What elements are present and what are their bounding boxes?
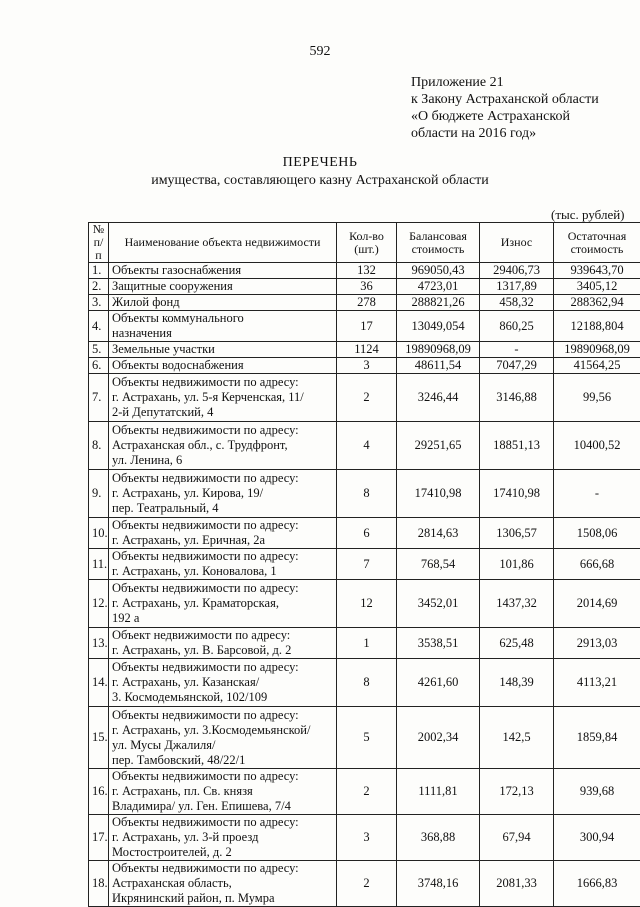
- object-name-line: г. Астрахань, ул. Еричная, 2а: [112, 533, 333, 548]
- balance-value-cell: 13049,054: [397, 311, 480, 342]
- object-name: [109, 707, 337, 769]
- wear-value-cell: 1306,57: [480, 518, 554, 549]
- row-number: 8.: [89, 422, 109, 470]
- residual-value-cell: 12188,804: [554, 311, 640, 342]
- residual-value-cell: 1859,84: [554, 707, 640, 769]
- residual-value-cell: 288362,94: [554, 295, 640, 311]
- object-name-line: Защитные сооружения: [112, 279, 333, 294]
- balance-value-cell: 768,54: [397, 549, 480, 580]
- row-number: 3.: [89, 295, 109, 311]
- appendix-note: [411, 74, 599, 142]
- balance-value-cell: 48611,54: [397, 358, 480, 374]
- wear-value-cell: 17410,98: [480, 470, 554, 518]
- object-name-line: ул. Ленина, 6: [112, 453, 333, 468]
- wear-value-cell: -: [480, 342, 554, 358]
- wear-value-cell: 860,25: [480, 311, 554, 342]
- appendix-line: к Закону Астраханской области: [411, 91, 599, 108]
- quantity-cell: 3: [337, 358, 397, 374]
- table-row: [89, 580, 640, 628]
- object-name-line: Астраханская область,: [112, 876, 333, 891]
- balance-value-cell: 969050,43: [397, 263, 480, 279]
- residual-value-cell: 99,56: [554, 374, 640, 422]
- table-row: [89, 470, 640, 518]
- object-name: [109, 374, 337, 422]
- appendix-line: «О бюджете Астраханской: [411, 108, 599, 125]
- object-name-line: г. Астрахань, ул. Коновалова, 1: [112, 564, 333, 579]
- wear-value-cell: 142,5: [480, 707, 554, 769]
- object-name-line: 2-й Депутатский, 4: [112, 405, 333, 420]
- object-name-line: Икрянинский район, п. Мумра: [112, 891, 333, 906]
- object-name-line: Объекты недвижимости по адресу:: [112, 423, 333, 438]
- wear-value-cell: 101,86: [480, 549, 554, 580]
- object-name: [109, 659, 337, 707]
- row-number: 10.: [89, 518, 109, 549]
- quantity-cell: 7: [337, 549, 397, 580]
- quantity-cell: 2: [337, 769, 397, 815]
- table-row: [89, 311, 640, 342]
- object-name-line: пер. Театральный, 4: [112, 501, 333, 516]
- balance-value-cell: 29251,65: [397, 422, 480, 470]
- object-name: [109, 358, 337, 374]
- row-number: 7.: [89, 374, 109, 422]
- object-name-line: г. Астрахань, ул. Краматорская,: [112, 596, 333, 611]
- object-name-line: пер. Тамбовский, 48/22/1: [112, 753, 333, 768]
- wear-value-cell: 67,94: [480, 815, 554, 861]
- object-name-line: Объекты недвижимости по адресу:: [112, 708, 333, 723]
- row-number: 12.: [89, 580, 109, 628]
- quantity-cell: 12: [337, 580, 397, 628]
- table-row: [89, 263, 640, 279]
- object-name: [109, 422, 337, 470]
- balance-value-cell: 288821,26: [397, 295, 480, 311]
- wear-value-cell: 18851,13: [480, 422, 554, 470]
- row-number: 15.: [89, 707, 109, 769]
- column-header-wear: Износ: [480, 223, 554, 263]
- balance-value-cell: 2002,34: [397, 707, 480, 769]
- quantity-cell: 6: [337, 518, 397, 549]
- property-register-table: [88, 222, 640, 907]
- object-name: [109, 549, 337, 580]
- wear-value-cell: 3146,88: [480, 374, 554, 422]
- residual-value-cell: 3405,12: [554, 279, 640, 295]
- quantity-cell: 4: [337, 422, 397, 470]
- table-row: [89, 769, 640, 815]
- appendix-line: области на 2016 год»: [411, 125, 599, 142]
- table-row: [89, 815, 640, 861]
- object-name: [109, 295, 337, 311]
- balance-value-cell: 3748,16: [397, 861, 480, 907]
- units-note: (тыс. рублей): [551, 207, 625, 223]
- table-row: [89, 279, 640, 295]
- table-row: [89, 422, 640, 470]
- row-number: 5.: [89, 342, 109, 358]
- object-name-line: Земельные участки: [112, 342, 333, 357]
- table-row: [89, 518, 640, 549]
- wear-value-cell: 7047,29: [480, 358, 554, 374]
- object-name-line: г. Астрахань, пл. Св. князя: [112, 784, 333, 799]
- quantity-cell: 3: [337, 815, 397, 861]
- object-name: [109, 815, 337, 861]
- quantity-cell: 8: [337, 659, 397, 707]
- table-row: [89, 861, 640, 907]
- object-name-line: Объекты недвижимости по адресу:: [112, 815, 333, 830]
- table-row: [89, 628, 640, 659]
- wear-value-cell: 1317,89: [480, 279, 554, 295]
- row-number: 4.: [89, 311, 109, 342]
- residual-value-cell: 41564,25: [554, 358, 640, 374]
- quantity-cell: 17: [337, 311, 397, 342]
- appendix-line: Приложение 21: [411, 74, 599, 91]
- table-row: [89, 549, 640, 580]
- balance-value-cell: 17410,98: [397, 470, 480, 518]
- object-name-line: Жилой фонд: [112, 295, 333, 310]
- table-row: [89, 295, 640, 311]
- column-header-residual: Остаточная стоимость: [554, 223, 640, 263]
- object-name-line: Объекты недвижимости по адресу:: [112, 581, 333, 596]
- object-name-line: Объекты коммунального: [112, 311, 333, 326]
- quantity-cell: 1124: [337, 342, 397, 358]
- balance-value-cell: 2814,63: [397, 518, 480, 549]
- quantity-cell: 2: [337, 374, 397, 422]
- residual-value-cell: 939643,70: [554, 263, 640, 279]
- object-name-line: 3. Космодемьянской, 102/109: [112, 690, 333, 705]
- object-name: [109, 580, 337, 628]
- balance-value-cell: 3538,51: [397, 628, 480, 659]
- column-header-qty: Кол-во (шт.): [337, 223, 397, 263]
- object-name-line: Мостостроителей, д. 2: [112, 845, 333, 860]
- table-row: [89, 659, 640, 707]
- balance-value-cell: 4723,01: [397, 279, 480, 295]
- object-name-line: г. Астрахань, ул. В. Барсовой, д. 2: [112, 643, 333, 658]
- object-name-line: г. Астрахань, ул. 3.Космодемьянской/: [112, 723, 333, 738]
- residual-value-cell: 2913,03: [554, 628, 640, 659]
- residual-value-cell: 2014,69: [554, 580, 640, 628]
- quantity-cell: 1: [337, 628, 397, 659]
- wear-value-cell: 1437,32: [480, 580, 554, 628]
- object-name-line: Объекты недвижимости по адресу:: [112, 769, 333, 784]
- balance-value-cell: 3246,44: [397, 374, 480, 422]
- quantity-cell: 2: [337, 861, 397, 907]
- residual-value-cell: 19890968,09: [554, 342, 640, 358]
- object-name: [109, 628, 337, 659]
- document-title: ПЕРЕЧЕНЬ: [0, 155, 640, 171]
- balance-value-cell: 1111,81: [397, 769, 480, 815]
- page-number: 592: [0, 44, 640, 60]
- table-row: [89, 358, 640, 374]
- row-number: 16.: [89, 769, 109, 815]
- object-name-line: Владимира/ ул. Ген. Епишева, 7/4: [112, 799, 333, 814]
- object-name-line: Астраханская обл., с. Трудфронт,: [112, 438, 333, 453]
- table-row: [89, 374, 640, 422]
- object-name: [109, 769, 337, 815]
- wear-value-cell: 625,48: [480, 628, 554, 659]
- residual-value-cell: 939,68: [554, 769, 640, 815]
- object-name-line: Объект недвижимости по адресу:: [112, 628, 333, 643]
- object-name-line: Объекты недвижимости по адресу:: [112, 518, 333, 533]
- row-number: 14.: [89, 659, 109, 707]
- residual-value-cell: 4113,21: [554, 659, 640, 707]
- object-name-line: Объекты недвижимости по адресу:: [112, 660, 333, 675]
- object-name: [109, 279, 337, 295]
- object-name-line: Объекты недвижимости по адресу:: [112, 375, 333, 390]
- object-name-line: Объекты водоснабжения: [112, 358, 333, 373]
- quantity-cell: 36: [337, 279, 397, 295]
- object-name: [109, 311, 337, 342]
- object-name: [109, 263, 337, 279]
- quantity-cell: 278: [337, 295, 397, 311]
- object-name-line: Объекты недвижимости по адресу:: [112, 861, 333, 876]
- object-name: [109, 861, 337, 907]
- residual-value-cell: -: [554, 470, 640, 518]
- quantity-cell: 8: [337, 470, 397, 518]
- row-number: 13.: [89, 628, 109, 659]
- residual-value-cell: 1666,83: [554, 861, 640, 907]
- document-subtitle: имущества, составляющего казну Астраханской области: [0, 173, 640, 189]
- object-name-line: г. Астрахань, ул. Казанская/: [112, 675, 333, 690]
- residual-value-cell: 1508,06: [554, 518, 640, 549]
- object-name-line: 192 а: [112, 611, 333, 626]
- row-number: 11.: [89, 549, 109, 580]
- object-name-line: г. Астрахань, ул. 5-я Керченская, 11/: [112, 390, 333, 405]
- row-number: 9.: [89, 470, 109, 518]
- object-name-line: Объекты недвижимости по адресу:: [112, 549, 333, 564]
- object-name-line: Объекты газоснабжения: [112, 263, 333, 278]
- wear-value-cell: 458,32: [480, 295, 554, 311]
- object-name-line: Объекты недвижимости по адресу:: [112, 471, 333, 486]
- object-name: [109, 518, 337, 549]
- column-header-balance: Балансовая стоимость: [397, 223, 480, 263]
- residual-value-cell: 10400,52: [554, 422, 640, 470]
- balance-value-cell: 4261,60: [397, 659, 480, 707]
- wear-value-cell: 148,39: [480, 659, 554, 707]
- row-number: 6.: [89, 358, 109, 374]
- object-name-line: ул. Мусы Джалиля/: [112, 738, 333, 753]
- residual-value-cell: 666,68: [554, 549, 640, 580]
- object-name-line: г. Астрахань, ул. Кирова, 19/: [112, 486, 333, 501]
- column-header-num: № п/п: [89, 223, 109, 263]
- object-name-line: назначения: [112, 326, 333, 341]
- row-number: 17.: [89, 815, 109, 861]
- balance-value-cell: 3452,01: [397, 580, 480, 628]
- object-name: [109, 470, 337, 518]
- wear-value-cell: 172,13: [480, 769, 554, 815]
- wear-value-cell: 29406,73: [480, 263, 554, 279]
- table-header-row: [89, 223, 640, 263]
- table-row: [89, 342, 640, 358]
- row-number: 1.: [89, 263, 109, 279]
- column-header-name: Наименование объекта недвижимости: [109, 223, 337, 263]
- balance-value-cell: 368,88: [397, 815, 480, 861]
- quantity-cell: 132: [337, 263, 397, 279]
- table-row: [89, 707, 640, 769]
- quantity-cell: 5: [337, 707, 397, 769]
- balance-value-cell: 19890968,09: [397, 342, 480, 358]
- residual-value-cell: 300,94: [554, 815, 640, 861]
- row-number: 18.: [89, 861, 109, 907]
- wear-value-cell: 2081,33: [480, 861, 554, 907]
- row-number: 2.: [89, 279, 109, 295]
- object-name-line: г. Астрахань, ул. 3-й проезд: [112, 830, 333, 845]
- object-name: [109, 342, 337, 358]
